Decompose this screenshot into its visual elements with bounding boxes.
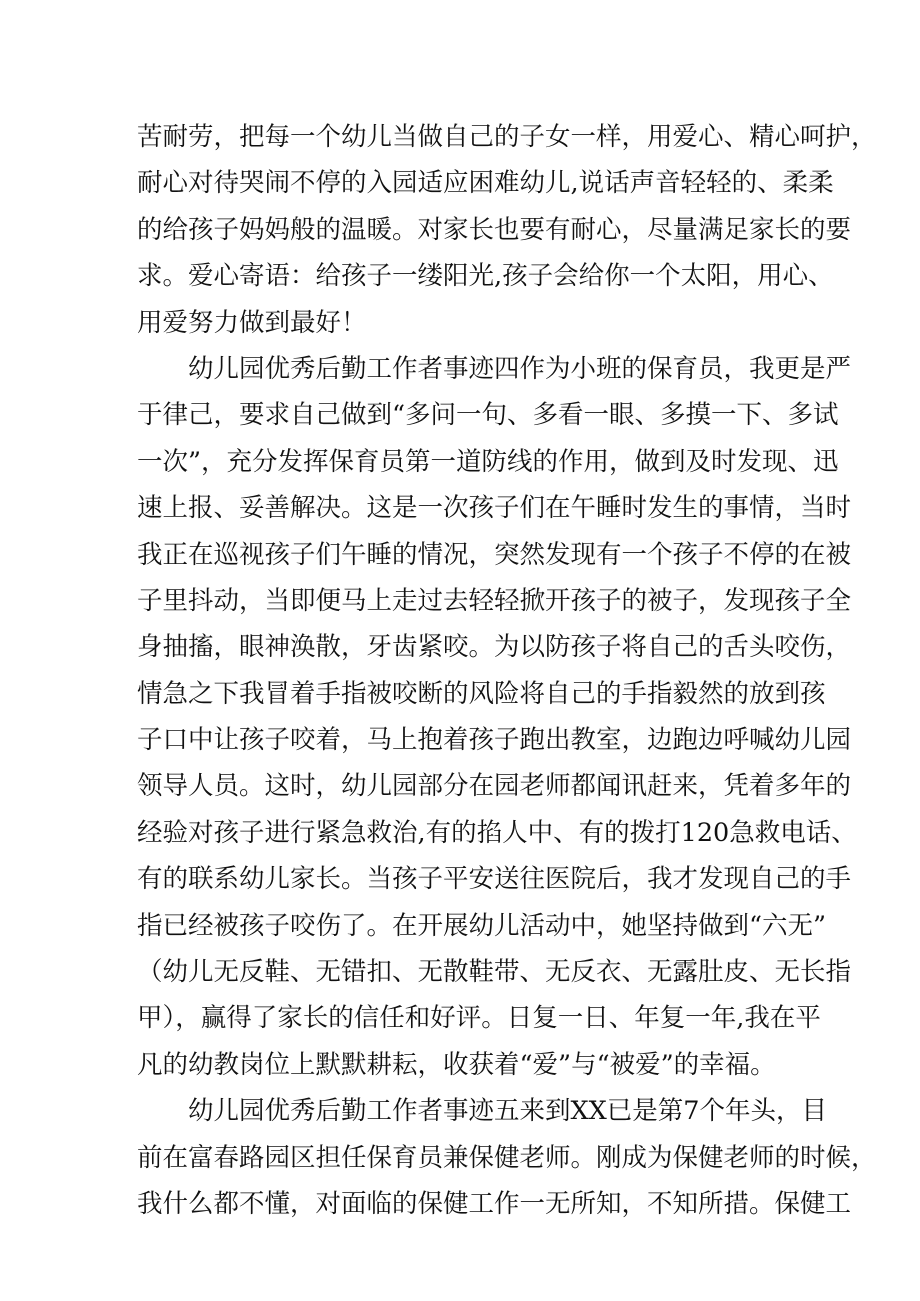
paragraph-2	[137, 346, 857, 1088]
paragraph-3	[137, 1088, 877, 1227]
text-line: 我什么都不懂，对面临的保健工作一无所知，不知所措。保健工	[137, 1188, 852, 1219]
text-line: 我正在巡视孩子们午睡的情况，突然发现有一个孩子不停的在被	[137, 539, 852, 570]
text-line: 苦耐劳，把每一个幼儿当做自己的子女一样，用爱心、精心呵护，	[137, 122, 877, 152]
text-line: 前在富春路园区担任保育员兼保健老师。刚成为保健老师的时候，	[137, 1142, 877, 1173]
text-line: 凡的幼教岗位上默默耕耘，收获着“爱”与“被爱”的幸福。	[137, 1049, 776, 1080]
text-line: 幼儿园优秀后勤工作者事迹四作为小班的保育员，我更是严	[188, 353, 852, 384]
text-line: 身抽搐，眼神涣散，牙齿紧咬。为以防孩子将自己的舌头咬伤，	[137, 632, 852, 663]
text-line: 情急之下我冒着手指被咬断的风险将自己的手指毅然的放到孩	[137, 678, 826, 709]
text-line: 有的联系幼儿家长。当孩子平安送往医院后，我才发现自己的手	[137, 864, 852, 895]
text-line: 领导人员。这时，幼儿园部分在园老师都闻讯赶来，凭着多年的	[137, 771, 852, 802]
text-line: 一次”，充分发挥保育员第一道防线的作用，做到及时发现、迅	[137, 446, 839, 477]
text-line: （幼儿无反鞋、无错扣、无散鞋带、无反衣、无露肚皮、无长指	[137, 957, 852, 988]
text-line: 幼儿园优秀后勤工作者事迹五来到XX已是第7个年头，目	[188, 1096, 828, 1127]
document-body	[137, 114, 877, 1227]
text-line: 耐心对待哭闹不停的入园适应困难幼儿,说话声音轻轻的、柔柔	[137, 168, 834, 199]
text-line: 子里抖动，当即便马上走过去轻轻掀开孩子的被子，发现孩子全	[137, 585, 852, 616]
text-line: 速上报、妥善解决。这是一次孩子们在午睡时发生的事情，当时	[137, 493, 852, 524]
text-line: 的给孩子妈妈般的温暖。对家长也要有耐心，尽量满足家长的要	[137, 214, 852, 245]
text-line: 求。爱心寄语：给孩子一缕阳光,孩子会给你一个太阳，用心、	[137, 261, 834, 292]
text-line: 指已经被孩子咬伤了。在开展幼儿活动中，她坚持做到“六无”	[137, 910, 827, 941]
text-line: 经验对孩子进行紧急救治,有的掐人中、有的拨打120急救电话、	[137, 817, 857, 848]
text-line: 于律己，要求自己做到“多问一句、多看一眼、多摸一下、多试	[137, 400, 839, 431]
text-line: 用爱努力做到最好！	[137, 307, 367, 338]
paragraph-1	[137, 114, 877, 346]
text-line: 子口中让孩子咬着，马上抱着孩子跑出教室，边跑边呼喊幼儿园	[137, 725, 852, 756]
text-line: 甲），赢得了家长的信任和好评。日复一日、年复一年,我在平	[137, 1003, 821, 1034]
